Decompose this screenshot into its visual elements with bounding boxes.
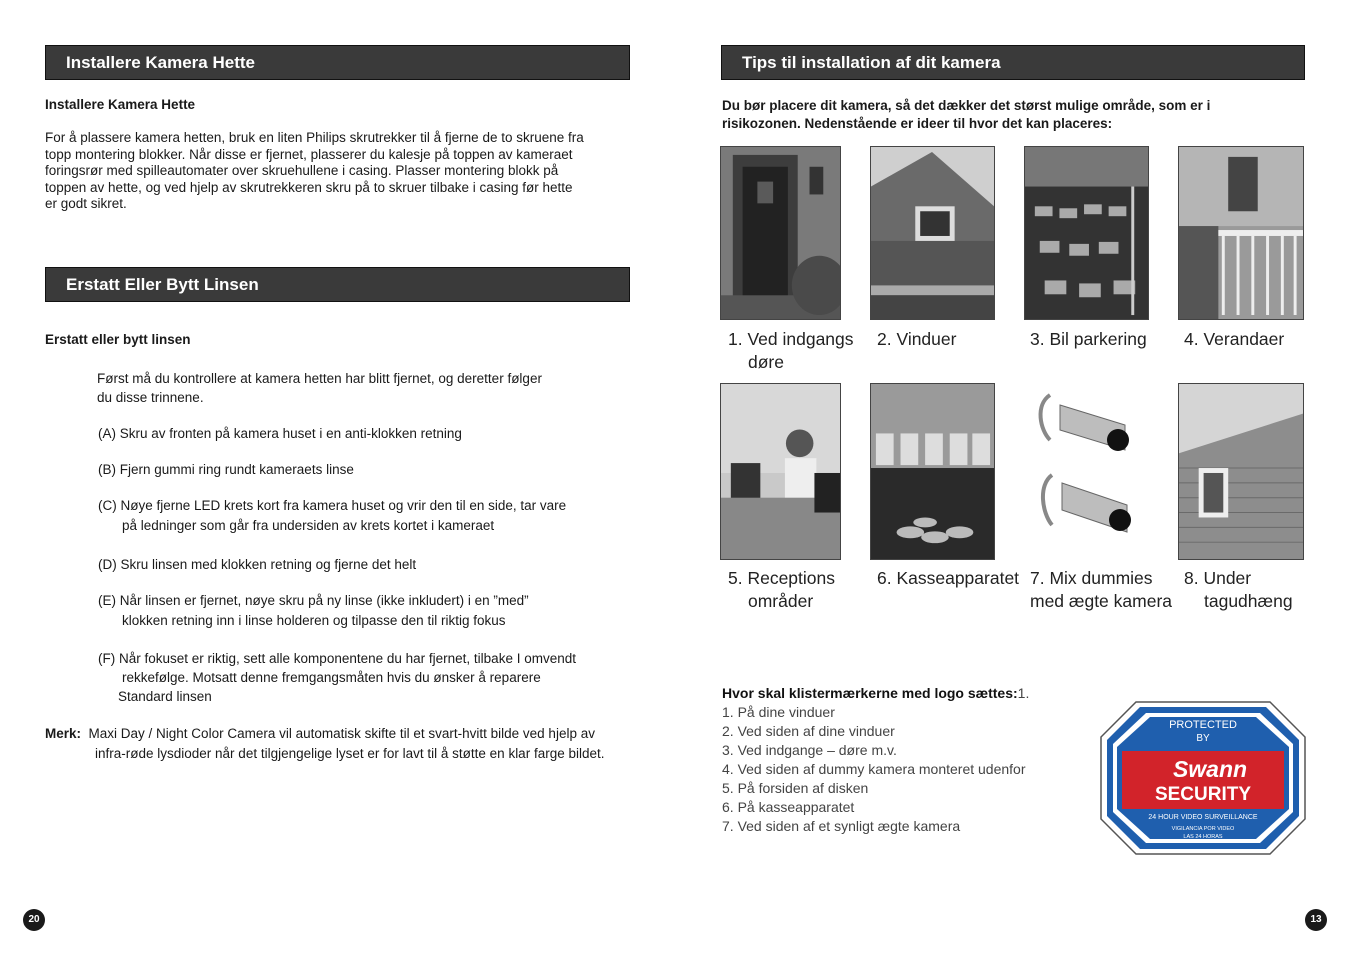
- list-item: 3. Ved indgange – døre m.v.: [722, 742, 897, 758]
- sticker-spanish-text: VIGILANCIA POR VIDEO: [1171, 826, 1235, 832]
- paragraph-line: topp montering blokker. Når disse er fjernet, plasserer du kalesje på toppen av kameraet: [45, 146, 573, 162]
- step-line: (A) Skru av fronten på kamera huset i en anti-klokken retning: [98, 426, 462, 441]
- caption-mix-dummies: [1030, 567, 1172, 613]
- page-number-right: 13: [1305, 909, 1327, 931]
- caption-cash-register: [877, 567, 1019, 590]
- caption-windows: [877, 328, 956, 351]
- list-item: 4. Ved siden af dummy kamera monteret udenfor: [722, 761, 1026, 777]
- list-item: 5. På forsiden af disken: [722, 780, 869, 796]
- caption-line: 7. Mix dummies: [1030, 568, 1153, 588]
- porch-photo: [1178, 146, 1304, 320]
- step-b: [98, 460, 354, 480]
- install-tips-intro: [722, 97, 1210, 133]
- caption-line: 4. Verandaer: [1184, 329, 1285, 349]
- caption-line: 1. Ved indgangs: [728, 329, 854, 349]
- door-photo: [720, 146, 841, 320]
- step-line: Standard linsen: [118, 689, 212, 704]
- list-item: 6. På kasseapparatet: [722, 799, 855, 815]
- step-line: (D) Skru linsen med klokken retning og fjerne det helt: [98, 557, 417, 572]
- cameras-photo: [1030, 385, 1142, 555]
- caption-line: områder: [748, 591, 814, 611]
- paragraph-line: foringsrør med spilleautomater over skruehullene i casing. Plasser montering blokk på: [45, 163, 559, 178]
- step-a: [98, 424, 462, 444]
- sticker-tagline-text: 24 HOUR VIDEO SURVEILLANCE: [1148, 814, 1258, 821]
- parking-photo: [1024, 146, 1149, 320]
- sticker-heading-suffix: 1.: [1017, 685, 1030, 701]
- intro-line: Først må du kontrollere at kamera hetten har blitt fjernet, og deretter følger: [97, 371, 542, 386]
- sticker-brand-text: Swann: [1172, 756, 1248, 782]
- step-line: (E) Når linsen er fjernet, nøye skru på ny linse (ikke inkludert) i en ”med”: [98, 593, 529, 608]
- reception-photo: [720, 383, 841, 560]
- caption-line: døre: [748, 352, 784, 372]
- step-line: (C) Nøye fjerne LED krets kort fra kamera huset og vrir den til en side, tar vare: [98, 498, 567, 513]
- cash-register-photo: [870, 383, 995, 560]
- intro-line: risikozonen. Nedenstående er ideer til hvor det kan placeres:: [722, 116, 1113, 131]
- section-bar-replace-lens: Erstatt Eller Bytt Linsen: [45, 267, 630, 302]
- section-bar-install-hood: Installere Kamera Hette: [45, 45, 630, 80]
- list-item: 7. Ved siden af et synligt ægte kamera: [722, 818, 961, 834]
- caption-under-eaves: [1184, 567, 1293, 613]
- paragraph-line: toppen av hette, og ved hjelp av skrutrekkeren skru på to skruer tilbake i casing før hette: [45, 179, 573, 195]
- step-e: [98, 591, 529, 630]
- caption-porches: [1184, 328, 1284, 351]
- note-line: Maxi Day / Night Color Camera vil automatisk skifte til et svart-hvitt bilde ved hjelp av: [88, 726, 595, 741]
- step-line: (B) Fjern gummi ring rundt kameraets linse: [98, 462, 354, 477]
- caption-car-parking: [1030, 328, 1147, 351]
- step-line: (F) Når fokuset er riktig, sett alle komponentene du har fjernet, tilbake I omvendt: [98, 651, 576, 666]
- paragraph-line: For å plassere kamera hetten, bruk en liten Philips skrutrekker til å fjerne de to skruene fra: [45, 130, 584, 145]
- note: [45, 724, 605, 763]
- caption-entrance-doors: [728, 328, 854, 374]
- paragraph-line: er godt sikret.: [45, 196, 127, 211]
- list-item: 1. På dine vinduer: [722, 704, 835, 720]
- sticker-by-text: BY: [1196, 733, 1210, 744]
- note-label: Merk:: [45, 726, 82, 741]
- subheading-install-hood: Installere Kamera Hette: [45, 97, 196, 112]
- caption-line: 3. Bil parkering: [1030, 329, 1147, 349]
- caption-line: 6. Kasseapparatet: [877, 568, 1020, 588]
- sticker-protected-text: PROTECTED: [1169, 719, 1237, 731]
- sticker-heading: Hvor skal klistermærkerne med logo sættes:: [722, 685, 1018, 701]
- sticker-security-text: SECURITY: [1154, 784, 1252, 805]
- sticker-placement-list: [722, 684, 1092, 836]
- section-bar-install-tips: Tips til installation af dit kamera: [721, 45, 1305, 80]
- caption-line: 5. Receptions: [728, 568, 836, 588]
- caption-line: tagudhæng: [1204, 591, 1293, 611]
- install-hood-paragraph: [45, 130, 635, 213]
- list-item: 2. Ved siden af dine vinduer: [722, 723, 895, 739]
- step-c: [98, 496, 566, 535]
- step-f: [98, 649, 576, 706]
- caption-line: med ægte kamera: [1030, 591, 1173, 611]
- caption-line: 8. Under: [1184, 568, 1252, 588]
- intro-line: Du bør placere dit kamera, så det dækker det størst mulige område, som er i: [722, 98, 1211, 113]
- replace-lens-intro: [97, 369, 542, 407]
- windows-photo: [870, 146, 995, 320]
- step-d: [98, 555, 416, 575]
- step-line: klokken retning inn i linse holderen og tilpasse den til riktig fokus: [122, 612, 506, 628]
- note-line: infra-røde lysdioder når det tilgjengelige lyset er for lavt til å støtte en klar farge bildet.: [95, 745, 605, 761]
- swann-security-sticker: [1098, 699, 1308, 857]
- intro-line: du disse trinnene.: [97, 390, 204, 405]
- page-number-left: 20: [23, 909, 45, 931]
- eaves-photo: [1178, 383, 1304, 560]
- caption-line: 2. Vinduer: [877, 329, 957, 349]
- step-line: på ledninger som går fra undersiden av krets kortet i kameraet: [122, 517, 495, 533]
- sticker-spanish-text: LAS 24 HORAS: [1183, 834, 1223, 840]
- subheading-replace-lens: Erstatt eller bytt linsen: [45, 332, 191, 347]
- caption-reception-areas: [728, 567, 835, 613]
- step-line: rekkefølge. Motsatt denne fremgangsmåten hvis du ønsker å reparere: [122, 670, 541, 685]
